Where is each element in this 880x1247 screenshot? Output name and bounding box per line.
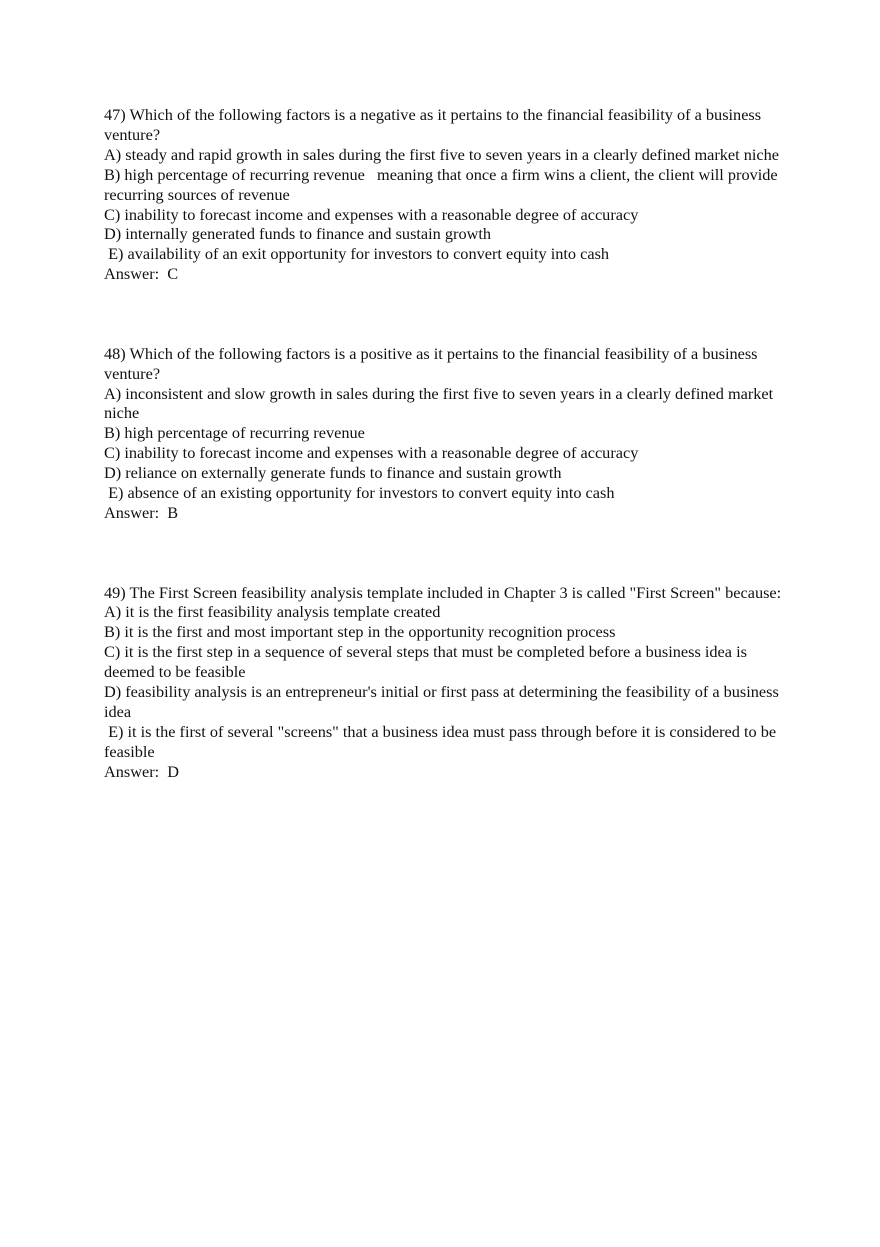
question-stem: 48) Which of the following factors is a positive as it pertains to the financial feasibility of a business venture? (104, 343, 758, 383)
question-49 (104, 583, 794, 782)
option-c: C) inability to forecast income and expenses with a reasonable degree of accuracy (104, 443, 639, 463)
question-47 (104, 105, 794, 284)
option-e: E) availability of an exit opportunity for investors to convert equity into cash (104, 244, 610, 264)
question-list (104, 105, 794, 782)
option-b: B) it is the first and most important step in the opportunity recognition process (104, 622, 616, 642)
option-a: A) inconsistent and slow growth in sales during the first five to seven years in a clearly defined market niche (104, 383, 774, 423)
option-c: C) it is the first step in a sequence of several steps that must be completed before a business idea is deemed to be feasible (104, 642, 747, 682)
option-a: A) steady and rapid growth in sales during the first five to seven years in a clearly defined market niche (104, 144, 779, 164)
option-a: A) it is the first feasibility analysis template created (104, 602, 441, 622)
answer-line: Answer: B (104, 503, 179, 522)
question-stem: 49) The First Screen feasibility analysis template included in Chapter 3 is called "First Screen" because: (104, 582, 782, 602)
option-d: D) reliance on externally generate funds to finance and sustain growth (104, 463, 562, 483)
option-d: D) internally generated funds to finance and sustain growth (104, 224, 492, 244)
question-stem: 47) Which of the following factors is a negative as it pertains to the financial feasibility of a business venture? (104, 105, 762, 144)
option-d: D) feasibility analysis is an entrepreneur's initial or first pass at determining the feasibility of a business idea (104, 682, 779, 721)
option-c: C) inability to forecast income and expenses with a reasonable degree of accuracy (104, 204, 639, 224)
option-e: E) absence of an existing opportunity for investors to convert equity into cash (104, 483, 615, 503)
option-e: E) it is the first of several "screens" that a business idea must pass through before it is considered to be feasible (104, 721, 781, 761)
option-b: B) high percentage of recurring revenue meaning that once a firm wins a client, the client will provide recurring sources of revenue (104, 164, 782, 204)
option-b: B) high percentage of recurring revenue (104, 423, 365, 443)
question-48 (104, 344, 794, 523)
answer-line: Answer: D (104, 761, 180, 781)
answer-line: Answer: C (104, 264, 179, 284)
